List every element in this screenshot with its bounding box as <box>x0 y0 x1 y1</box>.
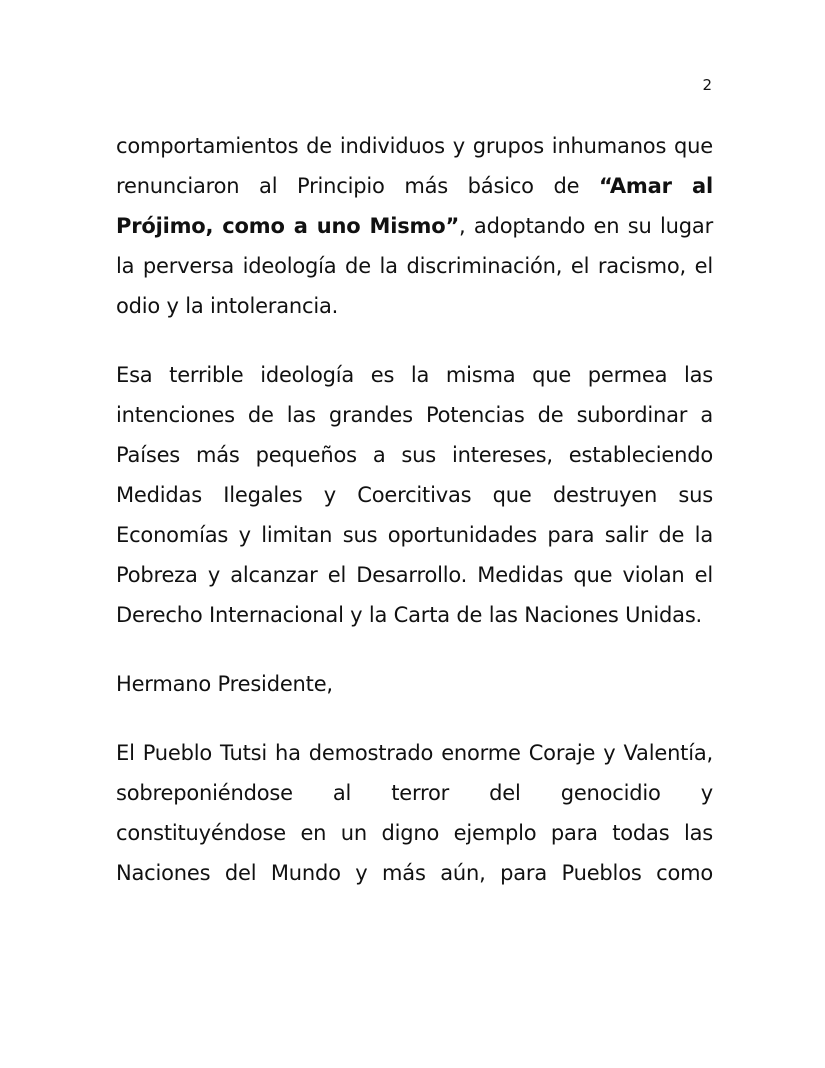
paragraph-principio-text-end: , adoptando en su lugar la perversa ideología de la discriminación, el racismo, el odio y la intolerancia. <box>116 214 713 318</box>
paragraph-principio-text-start: comportamientos de individuos y grupos inhumanos que renunciaron al Principio más básico de <box>116 134 713 198</box>
page-number: 2 <box>702 76 712 94</box>
paragraph-principio <box>116 126 713 326</box>
document-body <box>116 126 713 893</box>
paragraph-principio-bold-quote: “Amar al Prójimo, como a uno Mismo” <box>116 174 713 238</box>
paragraph-pueblo-tutsi: El Pueblo Tutsi ha demostrado enorme Coraje y Valentía, sobreponiéndose al terror del genocidio y constituyéndose en un digno ejemplo para todas las Naciones del Mundo y más aún, para Pueblos como <box>116 741 713 885</box>
paragraph-ideologia: Esa terrible ideología es la misma que permea las intenciones de las grandes Potencias de subordinar a Países más pequeños a sus intereses, estableciendo Medidas Ilegales y Coercitivas que destruyen sus Economías y limitan sus oportunidades para salir de la Pobreza y alcanzar el Desarrollo. Medidas que violan el Derecho Internacional y la Carta de las Naciones Unidas. <box>116 363 713 627</box>
paragraph-salutation: Hermano Presidente, <box>116 672 333 696</box>
